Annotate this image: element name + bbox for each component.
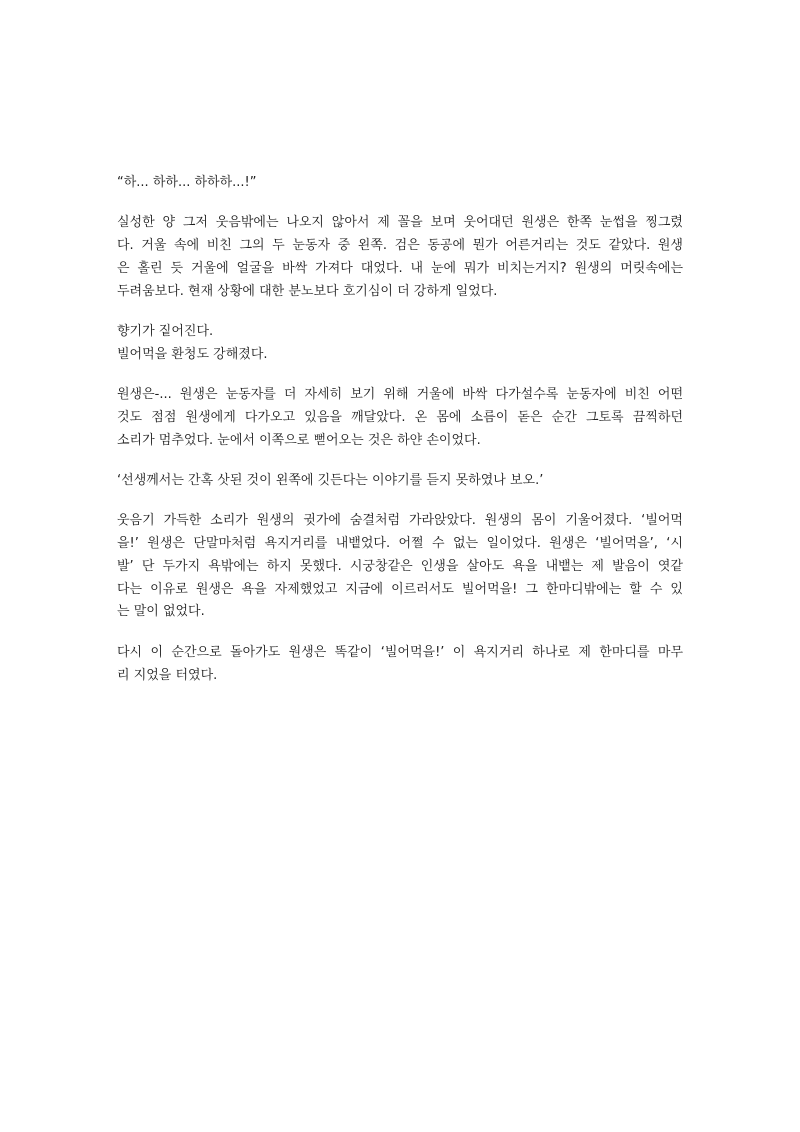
paragraph	[117, 321, 683, 367]
text-line: 다시 이 순간으로 돌아가도 원생은 똑같이 ‘빌어먹을!’ 이 욕지거리 하나로 제 한마디를 마무	[117, 644, 683, 660]
text-line: 을!’ 원생은 단말마처럼 욕지거리를 내뱉었다. 어쩔 수 없는 일이었다. 원생은 ‘빌어먹을’, ‘시	[117, 536, 683, 552]
text-line: 두려움보다. 현재 상황에 대한 분노보다 호기심이 더 강하게 일었다.	[117, 283, 498, 299]
text-line: 다는 이유로 원생은 욕을 자제했었고 지금에 이르러서도 빌어먹을! 그 한마디밖에는 할 수 있	[117, 581, 683, 597]
text-line: 것도 점점 원생에게 다가오고 있음을 깨달았다. 온 몸에 소름이 돋은 순간 그토록 끔찍하던	[117, 409, 683, 425]
text-line: 빌어먹을 환청도 강해졌다.	[117, 346, 268, 362]
text-line: 웃음기 가득한 소리가 원생의 귓가에 숨결처럼 가라앉았다. 원생의 몸이 기울어졌다. ‘빌어먹	[117, 513, 683, 529]
text-line: 는 말이 없었다.	[117, 604, 205, 620]
paragraph	[117, 212, 683, 303]
paragraph-dialogue-laugh	[117, 172, 683, 195]
paragraph	[117, 384, 683, 452]
paragraph-dialogue-quote	[117, 470, 683, 493]
text-line: 향기가 짙어진다.	[117, 323, 214, 339]
text-line: 발’ 단 두가지 욕밖에는 하지 못했다. 시궁창같은 인생을 살아도 욕을 내뱉는 제 발음이 엿같	[117, 558, 683, 574]
text-line: 소리가 멈추었다. 눈에서 이쪽으로 뻗어오는 것은 하얀 손이었다.	[117, 432, 481, 448]
text-line: 다. 거울 속에 비친 그의 두 눈동자 중 왼쪽. 검은 동공에 뭔가 어른거리는 것도 같았다. 원생	[117, 238, 683, 254]
text-line: ‘선생께서는 간혹 삿된 것이 왼쪽에 깃든다는 이야기를 듣지 못하였나 보오.’	[117, 472, 544, 488]
paragraph	[117, 642, 683, 688]
text-line: 은 홀린 듯 거울에 얼굴을 바싹 가져다 대었다. 내 눈에 뭐가 비치는거지? 원생의 머릿속에는	[117, 260, 683, 276]
text-line: 원생은-... 원생은 눈동자를 더 자세히 보기 위해 거울에 바싹 다가설수록 눈동자에 비친 어떤	[117, 387, 683, 403]
text-line: “하... 하하... 하하하...!”	[117, 175, 257, 190]
document-body	[117, 172, 683, 705]
text-line: 실성한 양 그저 웃음밖에는 나오지 않아서 제 꼴을 보며 웃어대던 원생은 한쪽 눈썹을 찡그렸	[117, 215, 683, 231]
text-line: 리 지었을 터였다.	[117, 667, 218, 683]
paragraph	[117, 510, 683, 624]
